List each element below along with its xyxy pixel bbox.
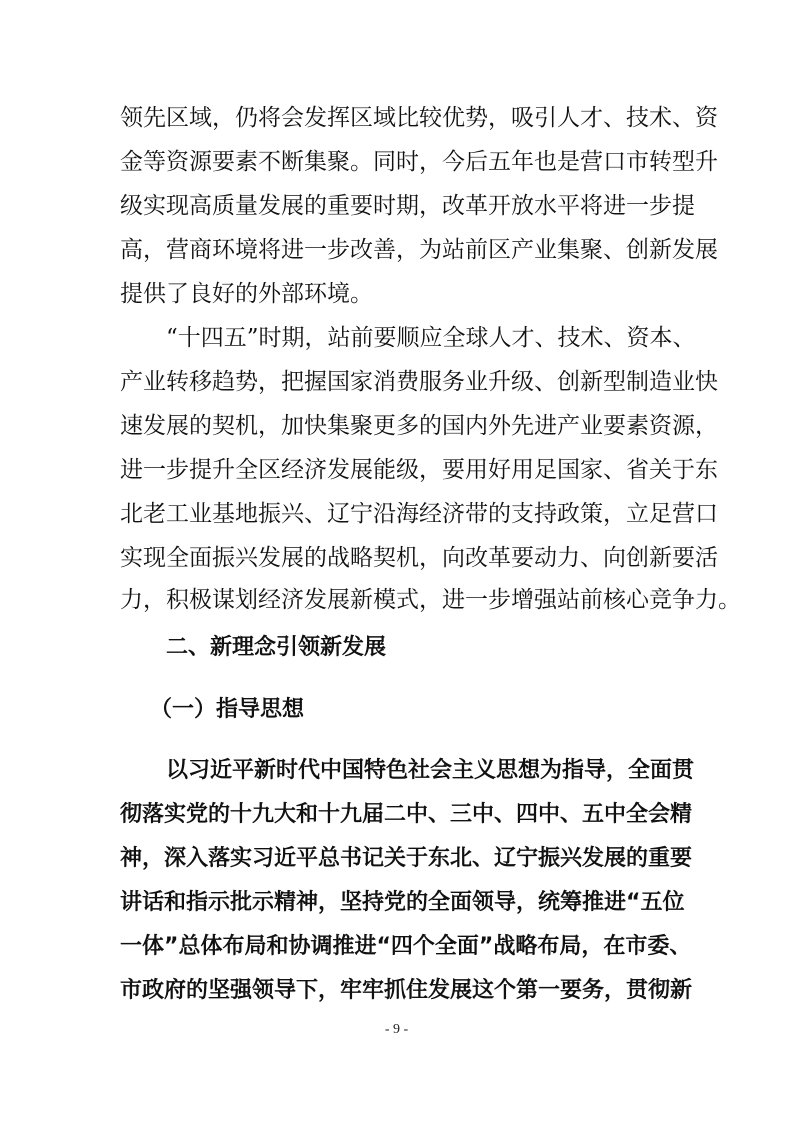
paragraph1-line: 提供了良好的外部环境。	[120, 281, 373, 307]
paragraph1-line: 级实现高质量发展的重要时期，改革开放水平将进一步提	[120, 193, 695, 219]
paragraph2-line: 实现全面振兴发展的战略契机，向改革要动力、向创新要活	[120, 545, 718, 571]
paragraph2-line: 力，积极谋划经济发展新模式，进一步增强站前核心竞争力。	[120, 587, 741, 613]
subsection-heading: （一）指导思想	[150, 697, 305, 722]
paragraph3-line: 彻落实党的十九大和十九届二中、三中、四中、五中全会精	[120, 802, 693, 827]
paragraph3-line: 市政府的坚强领导下，牢牢抓住发展这个第一要务，贯彻新	[120, 978, 693, 1003]
paragraph3-line: 以习近平新时代中国特色社会主义思想为指导，全面贯	[166, 758, 695, 783]
paragraph1-line: 金等资源要素不断集聚。同时，今后五年也是营口市转型升	[120, 149, 718, 175]
paragraph2-line: 产业转移趋势，把握国家消费服务业升级、创新型制造业快	[120, 369, 718, 395]
paragraph2-line: 速发展的契机，加快集聚更多的国内外先进产业要素资源，	[120, 413, 718, 439]
paragraph2-line: 北老工业基地振兴、辽宁沿海经济带的支持政策，立足营口	[120, 501, 718, 527]
paragraph1-line: 领先区域，仍将会发挥区域比较优势，吸引人才、技术、资	[120, 105, 718, 131]
paragraph3-line: 讲话和指示批示精神，坚持党的全面领导，统筹推进“五位	[120, 890, 685, 915]
paragraph2-line: “十四五”时期，站前要顺应全球人才、技术、资本、	[166, 325, 696, 351]
paragraph2-line: 进一步提升全区经济发展能级，要用好用足国家、省关于东	[120, 457, 718, 483]
paragraph3-line: 一体”总体布局和协调推进“四个全面”战略布局，在市委、	[120, 934, 692, 959]
section-heading: 二、新理念引领新发展	[166, 635, 387, 660]
page-number: - 9 -	[384, 1022, 409, 1037]
paragraph3-line: 神，深入落实习近平总书记关于东北、辽宁振兴发展的重要	[120, 846, 693, 871]
paragraph1-line: 高，营商环境将进一步改善，为站前区产业集聚、创新发展	[120, 237, 718, 263]
